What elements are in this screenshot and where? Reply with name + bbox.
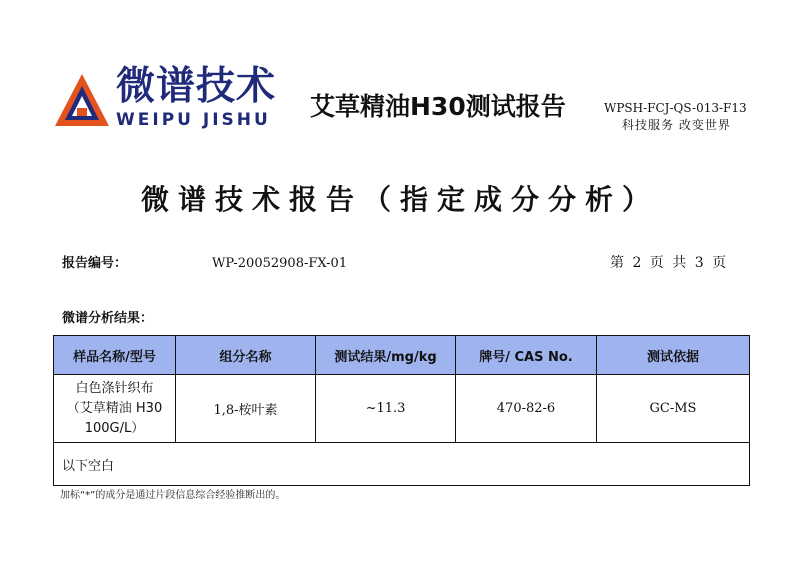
sample-name-cell [54, 375, 176, 443]
sample-name-line: 白色涤针织布 [75, 380, 154, 396]
table-row-blank [54, 443, 750, 486]
sample-name-line: 100G/L） [84, 420, 145, 436]
page-title: 微谱技术报告（指定成分分析） [140, 183, 659, 216]
component-cell: 1,8-桉叶素 [176, 375, 316, 443]
method-cell: GC-MS [597, 375, 750, 443]
result-cell: ~11.3 [316, 375, 456, 443]
report-number: WP-20052908-FX-01 [212, 256, 348, 271]
column-header-sample: 样品名称/型号 [54, 336, 176, 375]
company-slogan: 科技服务 改变世界 [622, 118, 731, 132]
logo-chinese-name: 微谱技术 [116, 64, 277, 109]
results-table [53, 335, 750, 486]
document-code: WPSH-FCJ-QS-013-F13 [604, 101, 747, 115]
results-section-label: 微谱分析结果： [62, 311, 154, 326]
column-header-component: 组分名称 [176, 336, 316, 375]
page-number: 第 2 页 共 3 页 [610, 255, 729, 271]
footnote: 加标“*”的成分是通过片段信息综合经验推断出的。 [60, 490, 286, 501]
report-header [0, 0, 800, 140]
report-title: 艾草精油H30测试报告 [310, 92, 566, 121]
report-number-label: 报告编号： [62, 256, 128, 271]
blank-note: 以下空白 [54, 443, 750, 486]
column-header-result: 测试结果/mg/kg [316, 336, 456, 375]
company-logo-icon [53, 72, 111, 130]
table-header-row [54, 336, 750, 375]
column-header-method: 测试依据 [597, 336, 750, 375]
table-row [54, 375, 750, 443]
cas-cell: 470-82-6 [456, 375, 597, 443]
column-header-cas: 牌号/ CAS No. [456, 336, 597, 375]
logo-english-name: WEIPU JISHU [116, 110, 271, 130]
sample-name-line: （艾草精油 H30 [66, 400, 163, 416]
